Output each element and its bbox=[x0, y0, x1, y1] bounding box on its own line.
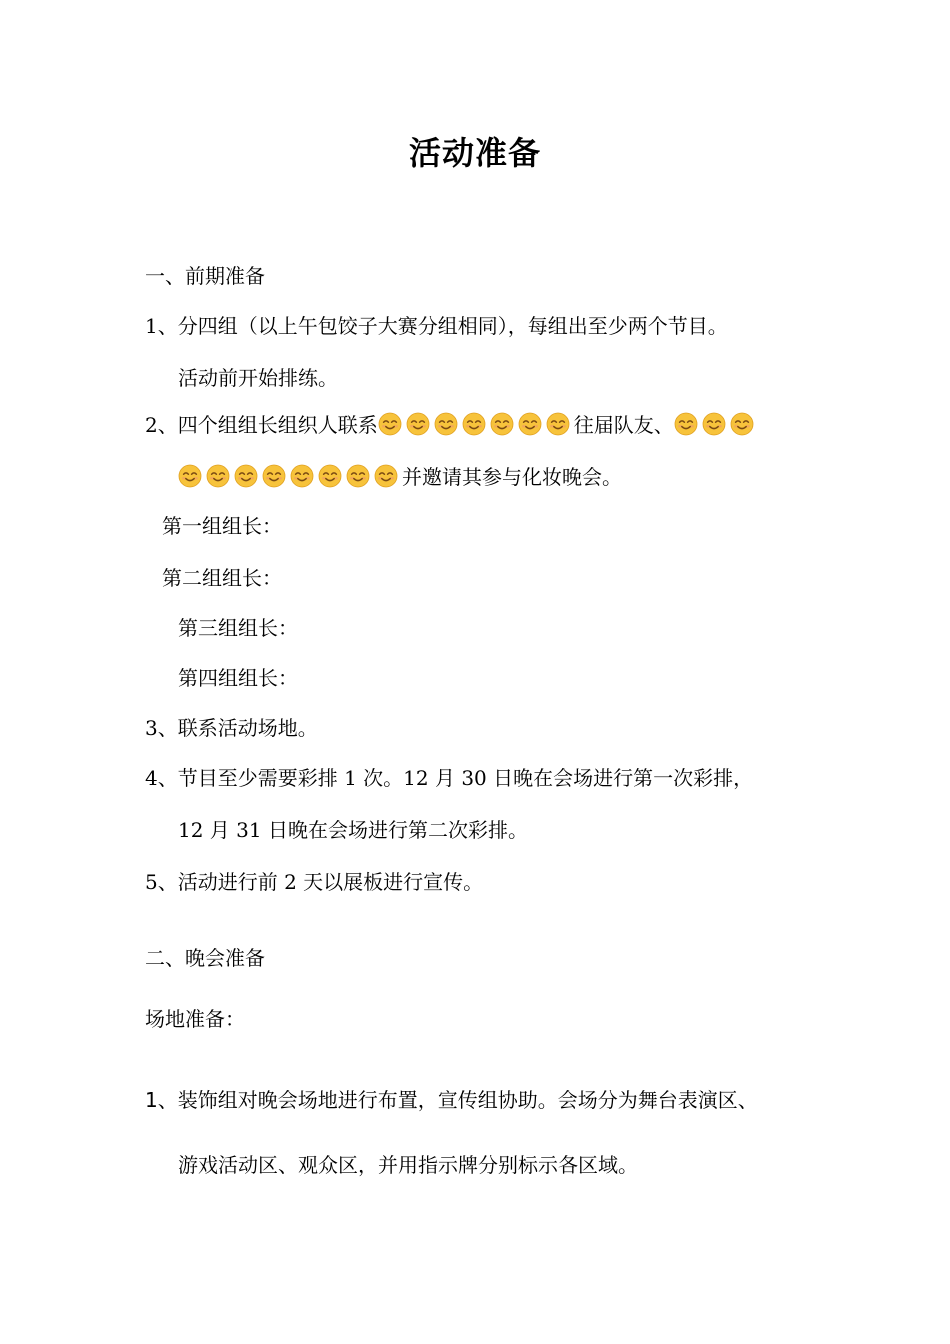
leader-group-2: 第二组组长： bbox=[162, 566, 282, 590]
smiling-face-icon bbox=[262, 464, 286, 488]
venue-item-1-line-2: 游戏活动区、观众区，并用指示牌分别标示各区域。 bbox=[178, 1153, 638, 1177]
item-5: 5、活动进行前 2 天以展板进行宣传。 bbox=[145, 870, 484, 894]
leader-group-4: 第四组组长： bbox=[178, 666, 298, 690]
smiling-face-icon bbox=[730, 412, 754, 436]
smiling-face-icon bbox=[462, 412, 486, 436]
smiling-face-icon bbox=[346, 464, 370, 488]
leader-group-1: 第一组组长： bbox=[162, 514, 282, 538]
smiling-face-icon bbox=[702, 412, 726, 436]
item-2-mid: 往届队友、 bbox=[573, 413, 674, 437]
venue-item-1-line-1 bbox=[145, 1086, 758, 1114]
smiling-face-icon bbox=[378, 412, 402, 436]
smiling-face-icon bbox=[674, 412, 698, 436]
item-2-prefix: 2、四个组组长组织人联系 bbox=[145, 413, 378, 437]
venue-heading: 场地准备： bbox=[145, 1007, 245, 1031]
item-1-line-2: 活动前开始排练。 bbox=[178, 366, 338, 390]
smiling-face-icon bbox=[178, 464, 202, 488]
venue-item-1-number: 1 bbox=[145, 1088, 158, 1112]
smiling-face-icon bbox=[406, 412, 430, 436]
smiling-face-icon bbox=[434, 412, 458, 436]
smiling-face-icon bbox=[490, 412, 514, 436]
smiling-face-icon bbox=[290, 464, 314, 488]
smiling-face-icon bbox=[318, 464, 342, 488]
emoji-run-1 bbox=[378, 413, 574, 437]
smiling-face-icon bbox=[518, 412, 542, 436]
smiling-face-icon bbox=[546, 412, 570, 436]
item-1-line-1: 1、分四组（以上午包饺子大赛分组相同），每组出至少两个节目。 bbox=[145, 314, 728, 338]
emoji-run-2 bbox=[674, 413, 758, 437]
item-3: 3、联系活动场地。 bbox=[145, 716, 318, 740]
section-heading-gala: 二、晚会准备 bbox=[145, 946, 265, 970]
item-2-suffix: 并邀请其参与化妆晚会。 bbox=[402, 465, 622, 489]
emoji-run-3 bbox=[178, 465, 402, 489]
item-2-line-2 bbox=[178, 463, 622, 491]
leader-group-3: 第三组组长： bbox=[178, 616, 298, 640]
section-heading-preparation: 一、前期准备 bbox=[145, 264, 265, 288]
item-4-line-2: 12 月 31 日晚在会场进行第二次彩排。 bbox=[178, 818, 528, 842]
smiling-face-icon bbox=[206, 464, 230, 488]
venue-item-1-text: 、装饰组对晚会场地进行布置，宣传组协助。会场分为舞台表演区、 bbox=[157, 1088, 758, 1112]
item-2-line-1 bbox=[145, 411, 758, 439]
smiling-face-icon bbox=[234, 464, 258, 488]
smiling-face-icon bbox=[374, 464, 398, 488]
item-4-line-1: 4、节目至少需要彩排 1 次。12 月 30 日晚在会场进行第一次彩排， bbox=[145, 766, 754, 790]
page-title: 活动准备 bbox=[408, 134, 541, 172]
